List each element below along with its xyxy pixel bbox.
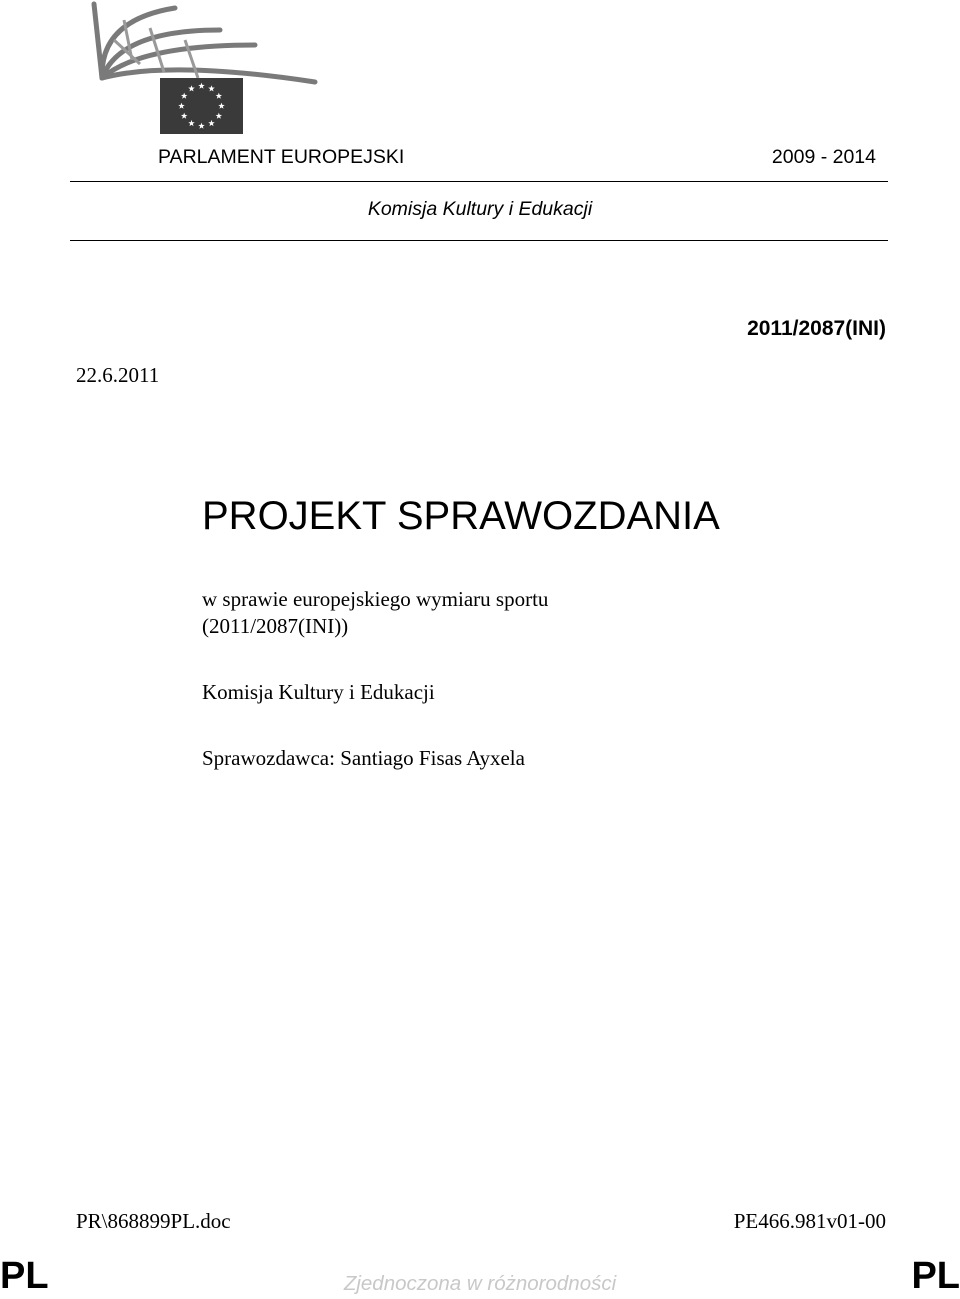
document-reference: PR\868899PL.doc (76, 1209, 231, 1233)
pe-reference: PE466.981v01-00 (733, 1209, 886, 1233)
document-subject (202, 586, 548, 640)
rapporteur: Sprawozdawca: Santiago Fisas Ayxela (202, 746, 525, 770)
european-parliament-logo-icon (80, 0, 340, 140)
eu-motto: Zjednoczona w różnorodności (343, 1272, 617, 1295)
institution-name: PARLAMENT EUROPEJSKI (158, 146, 405, 168)
language-code-right: PL (911, 1255, 960, 1297)
language-code-left: PL (0, 1255, 49, 1297)
document-date: 22.6.2011 (76, 363, 160, 387)
subject-line: w sprawie europejskiego wymiaru sportu (202, 587, 549, 611)
procedure-number: 2011/2087(INI) (747, 317, 886, 340)
subject-procedure: (2011/2087(INI)) (202, 614, 349, 638)
responsible-committee: Komisja Kultury i Edukacji (202, 680, 435, 704)
document-title: PROJEKT SPRAWOZDANIA (202, 494, 720, 538)
header-divider-top (70, 181, 888, 182)
header-committee: Komisja Kultury i Edukacji (367, 198, 593, 220)
header-divider-bottom (70, 240, 888, 241)
parliamentary-term: 2009 - 2014 (771, 146, 876, 168)
